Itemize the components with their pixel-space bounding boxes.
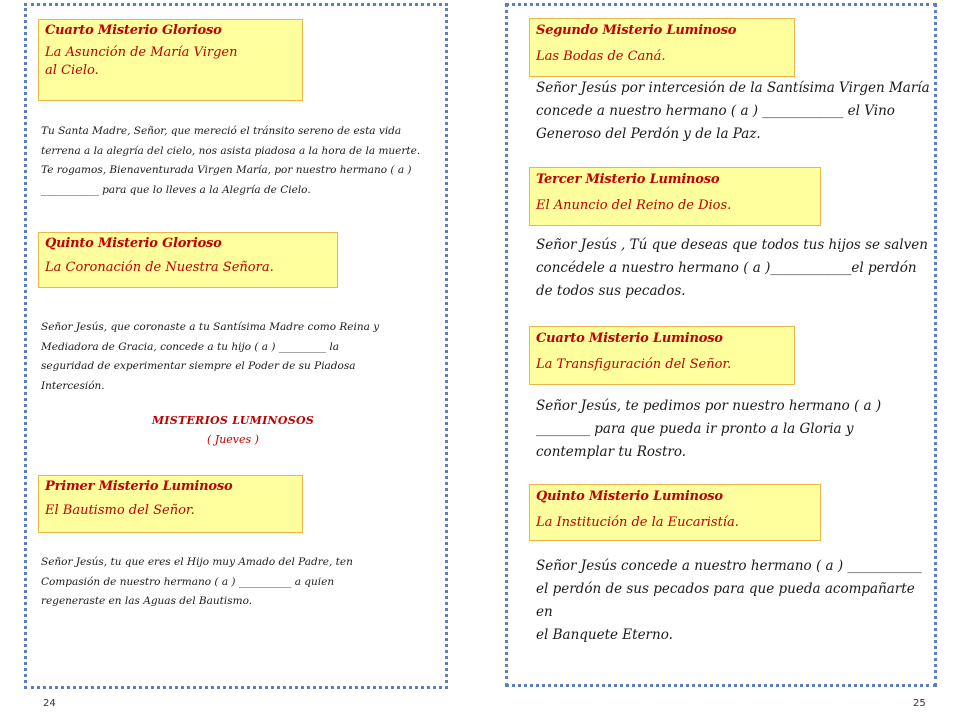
prayer-line: seguridad de experimentar siempre el Poder de su Piadosa xyxy=(41,360,356,372)
prayer-line: Compasión de nuestro hermano ( a ) __________ a quien xyxy=(41,575,335,588)
prayer-line: Generoso del Perdón y de la Paz. xyxy=(536,126,761,142)
prayer-text xyxy=(41,122,441,200)
prayer-text xyxy=(536,395,931,464)
tercer-misterio-luminoso-box xyxy=(529,167,821,226)
box-subtitle: El Anuncio del Reino de Dios. xyxy=(536,198,732,213)
prayer-line: de todos sus pecados. xyxy=(536,283,686,299)
prayer-line: el Banquete Eterno. xyxy=(536,627,673,643)
prayer-line: el perdón de sus pecados para que pueda acompañarte en xyxy=(536,581,915,620)
box-subtitle-line2: al Cielo. xyxy=(45,63,99,78)
prayer-line: ________ para que pueda ir pronto a la Gloria y xyxy=(536,421,854,437)
quinto-misterio-glorioso-box xyxy=(38,232,338,288)
box-subtitle: La Asunción de María Virgen xyxy=(45,45,238,60)
prayer-line: ___________ para que lo lleves a la Alegría de Cielo. xyxy=(41,183,311,196)
segundo-misterio-luminoso-box xyxy=(529,18,795,77)
box-subtitle: La Institución de la Eucaristía. xyxy=(536,515,739,530)
prayer-line: terrena a la alegría del cielo, nos asista piadosa a la hora de la muerte. xyxy=(41,144,421,157)
prayer-line: concédele a nuestro hermano ( a )____________el perdón xyxy=(536,260,917,276)
box-subtitle: La Transfiguración del Señor. xyxy=(536,357,732,372)
prayer-line: Intercesión. xyxy=(41,379,105,392)
box-subtitle: La Coronación de Nuestra Señora. xyxy=(45,260,274,275)
box-heading: Quinto Misterio Glorioso xyxy=(45,236,222,251)
box-subtitle: El Bautismo del Señor. xyxy=(45,503,195,518)
prayer-line: concede a nuestro hermano ( a ) ____________ el Vino xyxy=(536,103,895,119)
primer-misterio-luminoso-box xyxy=(38,475,303,533)
page-number: 25 xyxy=(913,698,926,709)
prayer-text xyxy=(536,555,931,647)
section-title: MISTERIOS LUMINOSOS xyxy=(151,414,315,427)
prayer-line: Señor Jesús, tu que eres el Hijo muy Amado del Padre, ten xyxy=(41,556,353,568)
box-heading: Primer Misterio Luminoso xyxy=(45,479,233,494)
cuarto-misterio-luminoso-box xyxy=(529,326,795,385)
quinto-misterio-luminoso-box xyxy=(529,484,821,541)
prayer-line: Señor Jesús, te pedimos por nuestro hermano ( a ) xyxy=(536,398,882,414)
box-heading: Cuarto Misterio Glorioso xyxy=(45,23,222,38)
prayer-line: Señor Jesús , Tú que deseas que todos tus hijos se salven xyxy=(536,237,928,253)
prayer-line: regeneraste en las Aguas del Bautismo. xyxy=(41,595,253,607)
box-subtitle: Las Bodas de Caná. xyxy=(536,49,666,64)
box-heading: Cuarto Misterio Luminoso xyxy=(536,331,723,346)
prayer-line: Señor Jesús concede a nuestro hermano ( a ) ___________ xyxy=(536,558,922,574)
prayer-text xyxy=(536,234,931,303)
prayer-line: contemplar tu Rostro. xyxy=(536,444,687,460)
prayer-line: Tu Santa Madre, Señor, que mereció el tránsito sereno de esta vida xyxy=(41,125,402,137)
prayer-line: Señor Jesús, que coronaste a tu Santísima Madre como Reina y xyxy=(41,321,380,333)
box-heading: Segundo Misterio Luminoso xyxy=(536,23,737,38)
prayer-line: Señor Jesús por intercesión de la Santísima Virgen María xyxy=(536,80,930,96)
box-heading: Quinto Misterio Luminoso xyxy=(536,489,723,504)
prayer-line: Te rogamos, Bienaventurada Virgen María, por nuestro hermano ( a ) xyxy=(41,164,412,176)
page-number: 24 xyxy=(43,698,56,709)
prayer-text xyxy=(41,553,441,612)
cuarto-misterio-glorioso-box xyxy=(38,19,303,101)
box-heading: Tercer Misterio Luminoso xyxy=(536,172,720,187)
prayer-text xyxy=(41,318,441,396)
prayer-text xyxy=(536,77,931,146)
section-subtitle: ( Jueves ) xyxy=(207,433,259,446)
prayer-line: Mediadora de Gracia, concede a tu hijo ( a ) _________ la xyxy=(41,340,340,353)
